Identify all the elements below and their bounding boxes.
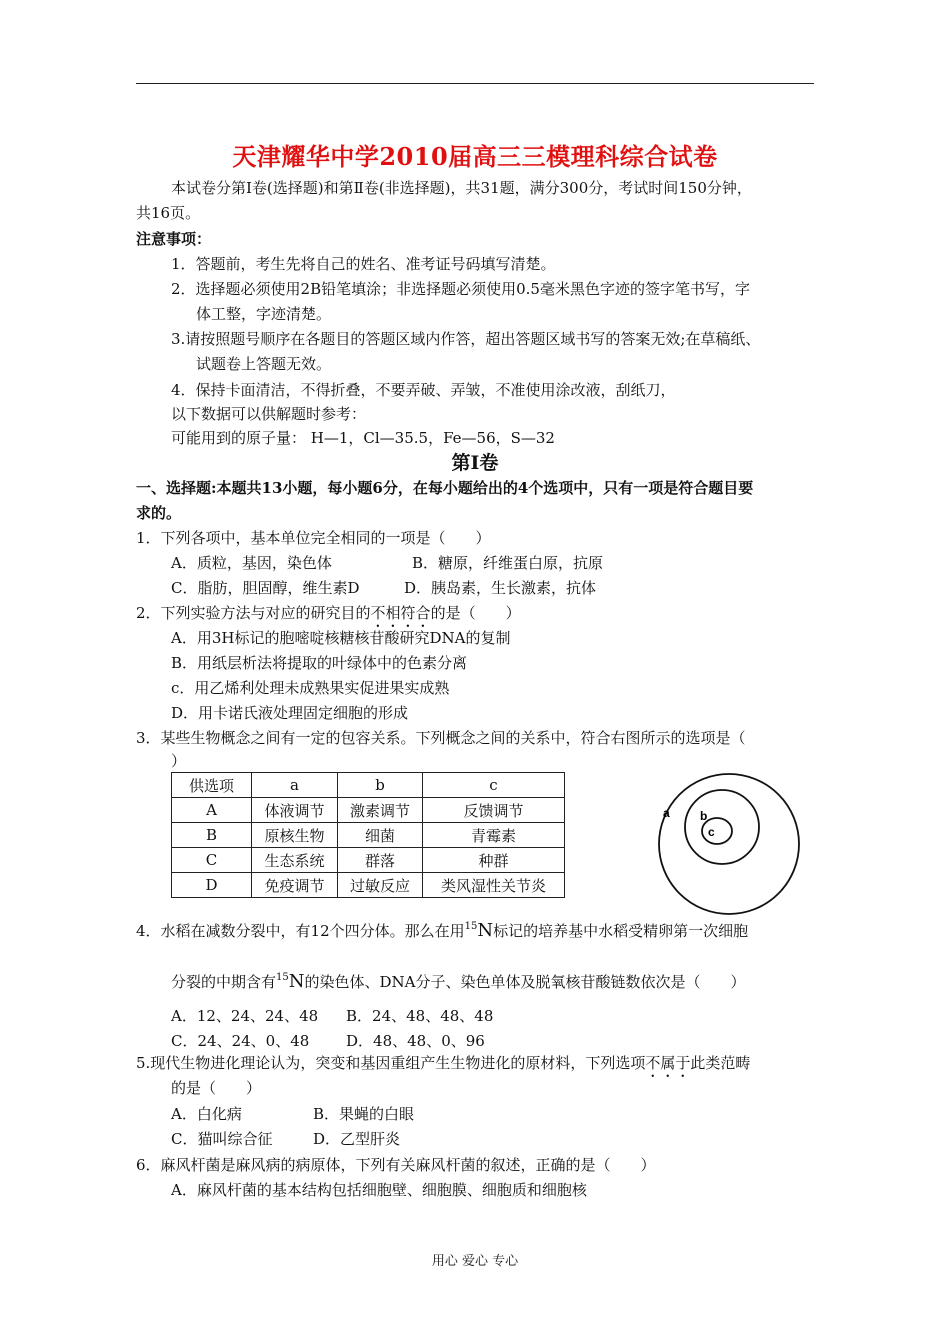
q5-option-a: A．白化病 [171, 1105, 242, 1123]
table-row [172, 798, 565, 823]
q5-option-d: D．乙型肝炎 [313, 1130, 401, 1148]
notice-heading: 注意事项： [136, 230, 212, 248]
table-cell: 过敏反应 [338, 873, 423, 898]
label-a: a [663, 806, 670, 820]
q6-option-a: A．麻风杆菌的基本结构包括细胞壁、细胞膜、细胞质和细胞核 [171, 1181, 587, 1199]
notice-item-2: 2．选择题必须使用2B铅笔填涂；非选择题必须使用0.5毫米黑色字迹的签字笔书写，字 [171, 280, 750, 298]
table-header: a [252, 773, 338, 798]
intro-line-1: 本试卷分第Ⅰ卷(选择题)和第Ⅱ卷(非选择题)，共31题，满分300分，考试时间150分钟， [171, 179, 752, 197]
table-cell: 类风湿性关节炎 [423, 873, 565, 898]
table-cell: 细菌 [338, 823, 423, 848]
circle-b [685, 790, 759, 864]
table-cell: 种群 [423, 848, 565, 873]
header-rule [136, 83, 814, 84]
table-cell: 免疫调节 [252, 873, 338, 898]
q5-stem: 5.现代生物进化理论认为，突变和基因重组产生生物进化的原材料，下列选项不属于此类范畴 [136, 1054, 751, 1072]
page-title: 天津耀华中学2010届高三三模理科综合试卷 [232, 142, 718, 171]
notice-item-3: 3.请按照题号顺序在各题目的答题区域内作答，超出答题区域书写的答案无效;在草稿纸、 [171, 330, 761, 348]
q3-stem: 3．某些生物概念之间有一定的包容关系。下列概念之间的关系中，符合右图所示的选项是（ [136, 729, 746, 747]
q2-option-a: A．用3H标记的胞嘧啶核糖核苷酸研究DNA的复制 [171, 629, 511, 647]
table-cell: 原核生物 [252, 823, 338, 848]
part-instructions-1: 一、选择题:本题共13小题，每小题6分，在每小题给出的4个选项中，只有一项是符合题目要 [136, 479, 754, 497]
page-footer: 用心 爱心 专心 [431, 1254, 519, 1269]
table-cell: 反馈调节 [423, 798, 565, 823]
q4-stem-cont: 分裂的中期含有$^{15}$N的染色体、DNA分子、染色单体及脱氧核苷酸链数依次是（ ） [171, 971, 746, 992]
table-cell: 体液调节 [252, 798, 338, 823]
q4-option-c: C．24、24、0、48 [171, 1032, 310, 1050]
q4-option-a: A．12、24、24、48 [171, 1007, 319, 1025]
part-instructions-2: 求的。 [136, 504, 182, 522]
table-cell: 生态系统 [252, 848, 338, 873]
concept-circle-diagram [645, 769, 815, 919]
table-row [172, 848, 565, 873]
q5-stem-cont: 的是（ ） [171, 1079, 262, 1097]
label-c: c [708, 825, 715, 839]
q3-stem-cont: ） [171, 752, 187, 770]
table-header: c [423, 773, 565, 798]
q2-option-d: D．用卡诺氏液处理固定细胞的形成 [171, 704, 409, 722]
q5-option-c: C．猫叫综合征 [171, 1130, 273, 1148]
atomic-mass-line: 可能用到的原子量： H—1，Cl—35.5，Fe—56，S—32 [171, 429, 555, 447]
q2-option-b: B．用纸层析法将提取的叶绿体中的色素分离 [171, 654, 468, 672]
q3-options-table [171, 772, 565, 898]
table-header-row [172, 773, 565, 798]
table-row [172, 873, 565, 898]
table-cell: 群落 [338, 848, 423, 873]
q1-option-d: D．胰岛素，生长激素，抗体 [404, 579, 597, 597]
table-cell: 激素调节 [338, 798, 423, 823]
q5-emphasis: 不属于 [645, 1054, 691, 1072]
reference-note: 以下数据可以供解题时参考： [171, 405, 367, 423]
q2-stem: 2．下列实验方法与对应的研究目的不相符合的是（ ） [136, 604, 521, 622]
table-cell: D [172, 873, 252, 898]
circle-a [659, 774, 799, 914]
label-b: b [700, 809, 708, 823]
q1-stem: 1．下列各项中，基本单位完全相同的一项是（ ） [136, 529, 491, 547]
q5-option-b: B．果蝇的白眼 [313, 1105, 415, 1123]
section-heading: 第Ⅰ卷 [451, 452, 499, 474]
table-row [172, 823, 565, 848]
notice-item-1: 1．答题前，考生先将自己的姓名、准考证号码填写清楚。 [171, 255, 556, 273]
notice-item-3-cont: 试题卷上答题无效。 [196, 355, 332, 373]
notice-item-2-cont: 体工整，字迹清楚。 [196, 305, 332, 323]
table-header: b [338, 773, 423, 798]
table-cell: 青霉素 [423, 823, 565, 848]
intro-line-2: 共16页。 [136, 204, 201, 222]
q4-option-b: B．24、48、48、48 [346, 1007, 494, 1025]
q6-stem: 6．麻风杆菌是麻风病的病原体，下列有关麻风杆菌的叙述，正确的是（ ） [136, 1156, 656, 1174]
notice-item-4: 4．保持卡面清洁，不得折叠，不要弄破、弄皱，不准使用涂改液，刮纸刀， [171, 381, 676, 399]
q1-option-b: B．糖原，纤维蛋白原，抗原 [412, 554, 604, 572]
table-cell: B [172, 823, 252, 848]
q4-option-d: D．48、48、0、96 [346, 1032, 485, 1050]
table-cell: A [172, 798, 252, 823]
table-cell: C [172, 848, 252, 873]
q1-option-c: C．脂肪，胆固醇，维生素D [171, 579, 360, 597]
q2-option-c: c．用乙烯利处理未成熟果实促进果实成熟 [171, 679, 450, 697]
q2-emphasis: 不相符合 [370, 604, 431, 622]
q1-option-a: A．质粒，基因，染色体 [171, 554, 332, 572]
table-header: 供选项 [172, 773, 252, 798]
q4-stem: 4．水稻在减数分裂中，有12个四分体。那么在用$^{15}$N标记的培养基中水稻受精卵第一次细胞 [136, 920, 749, 941]
